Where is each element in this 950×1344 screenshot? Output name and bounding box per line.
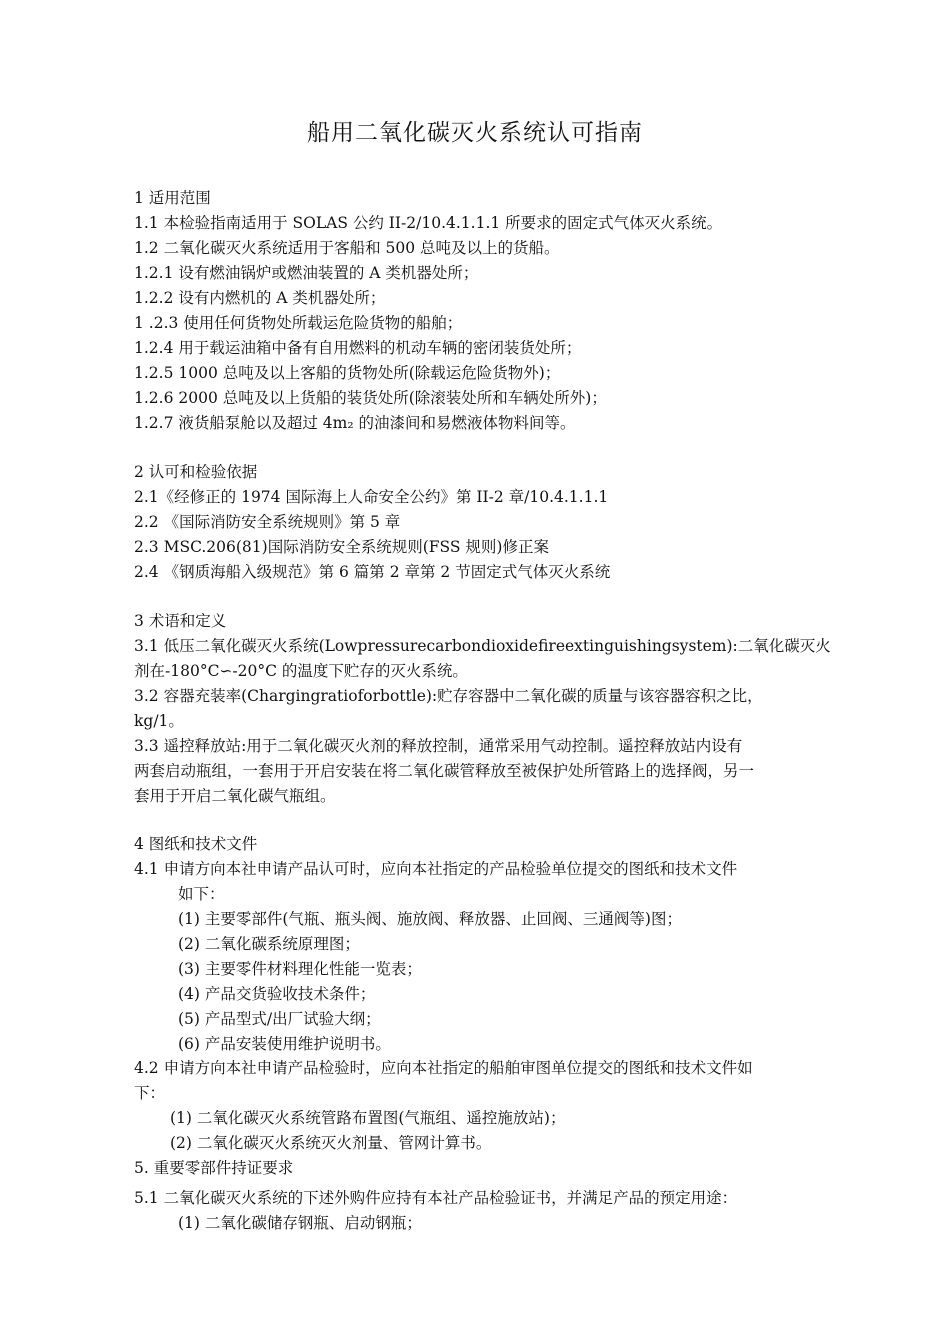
page-title: 船用二氧化碳灭火系统认可指南 [307,120,643,146]
text-line: (2) 二氧化碳灭火系统灭火剂量、管网计算书。 [170,1134,492,1152]
text-line: 3.3 遥控释放站:用于二氧化碳灭火剂的释放控制，通常采用气动控制。遥控释放站内设有 [134,737,743,755]
text-line: 1.2.2 设有内燃机的 A 类机器处所； [134,289,386,307]
text-line: 套用于开启二氧化碳气瓶组。 [134,787,336,805]
text-line: 2.2 《国际消防安全系统规则》第 5 章 [134,513,401,531]
text-line: 5.1 二氧化碳灭火系统的下述外购件应持有本社产品检验证书，并满足产品的预定用途： [134,1189,738,1207]
text-line: 3.2 容器充装率(Chargingratioforbottle):贮存容器中二氧化碳的质量与该容器容积之比， [134,687,763,705]
text-line: (1) 主要零部件(气瓶、瓶头阀、施放阀、释放器、止回阀、三通阀等)图； [178,910,682,928]
text-line: (1) 二氧化碳储存钢瓶、启动钢瓶； [178,1214,422,1232]
text-line: 4.1 申请方向本社申请产品认可时，应向本社指定的产品检验单位提交的图纸和技术文件 [134,860,738,878]
text-line: 4.2 申请方向本社申请产品检验时，应向本社指定的船舶审图单位提交的图纸和技术文件如 [134,1059,753,1077]
text-line: 1 适用范围 [134,189,211,207]
text-line: (5) 产品型式/出厂试验大纲； [178,1010,381,1028]
text-line: 2.1《经修正的 1974 国际海上人命安全公约》第 II-2 章/10.4.1.1.1 [134,488,609,506]
text-line: 1.2.1 设有燃油锅炉或燃油装置的 A 类机器处所； [134,264,479,282]
text-line: 1.2.7 液货船泵舱以及超过 4m₂ 的油漆间和易燃液体物料间等。 [134,414,576,432]
text-line: (6) 产品安装使用维护说明书。 [178,1035,391,1053]
text-line: 1.2.6 2000 总吨及以上货船的装货处所(除滚装处所和车辆处所外)； [134,389,607,407]
text-line: 3 术语和定义 [134,612,227,630]
text-line: 2.4 《钢质海船入级规范》第 6 篇第 2 章第 2 节固定式气体灭火系统 [134,563,611,581]
text-line: 2.3 MSC.206(81)国际消防安全系统规则(FSS 规则)修正案 [134,538,549,556]
text-line: 1.2.4 用于载运油箱中备有自用燃料的机动车辆的密闭装货处所； [134,339,582,357]
text-line: 3.1 低压二氧化碳灭火系统(Lowpressurecarbondioxidefireextinguishingsystem):二氧化碳灭火 [134,637,831,655]
text-line: 1.1 本检验指南适用于 SOLAS 公约 II-2/10.4.1.1.1 所要求的固定式气体灭火系统。 [134,214,723,232]
text-line: 1.2 二氧化碳灭火系统适用于客船和 500 总吨及以上的货船。 [134,239,560,257]
text-line: kg/1。 [134,712,184,730]
text-line: 4 图纸和技术文件 [134,835,258,853]
text-line: (4) 产品交货验收技术条件； [178,985,376,1003]
text-line: 2 认可和检验依据 [134,463,258,481]
text-line: 如下： [178,885,225,903]
text-line: 5. 重要零部件持证要求 [134,1159,294,1177]
text-line: 1.2.5 1000 总吨及以上客船的货物处所(除载运危险货物外)； [134,364,561,382]
text-line: 两套启动瓶组，一套用于开启安装在将二氧化碳管释放至被保护处所管路上的选择阀，另一 [134,762,755,780]
text-line: (1) 二氧化碳灭火系统管路布置图(气瓶组、遥控施放站)； [170,1109,566,1127]
text-line: (2) 二氧化碳系统原理图； [178,935,360,953]
text-line: (3) 主要零件材料理化性能一览表； [178,960,422,978]
text-line: 剂在-180°C∽-20°C 的温度下贮存的灭火系统。 [134,662,468,680]
text-line: 1 .2.3 使用任何货物处所载运危险货物的船舶； [134,314,463,332]
text-line: 下： [134,1084,166,1102]
